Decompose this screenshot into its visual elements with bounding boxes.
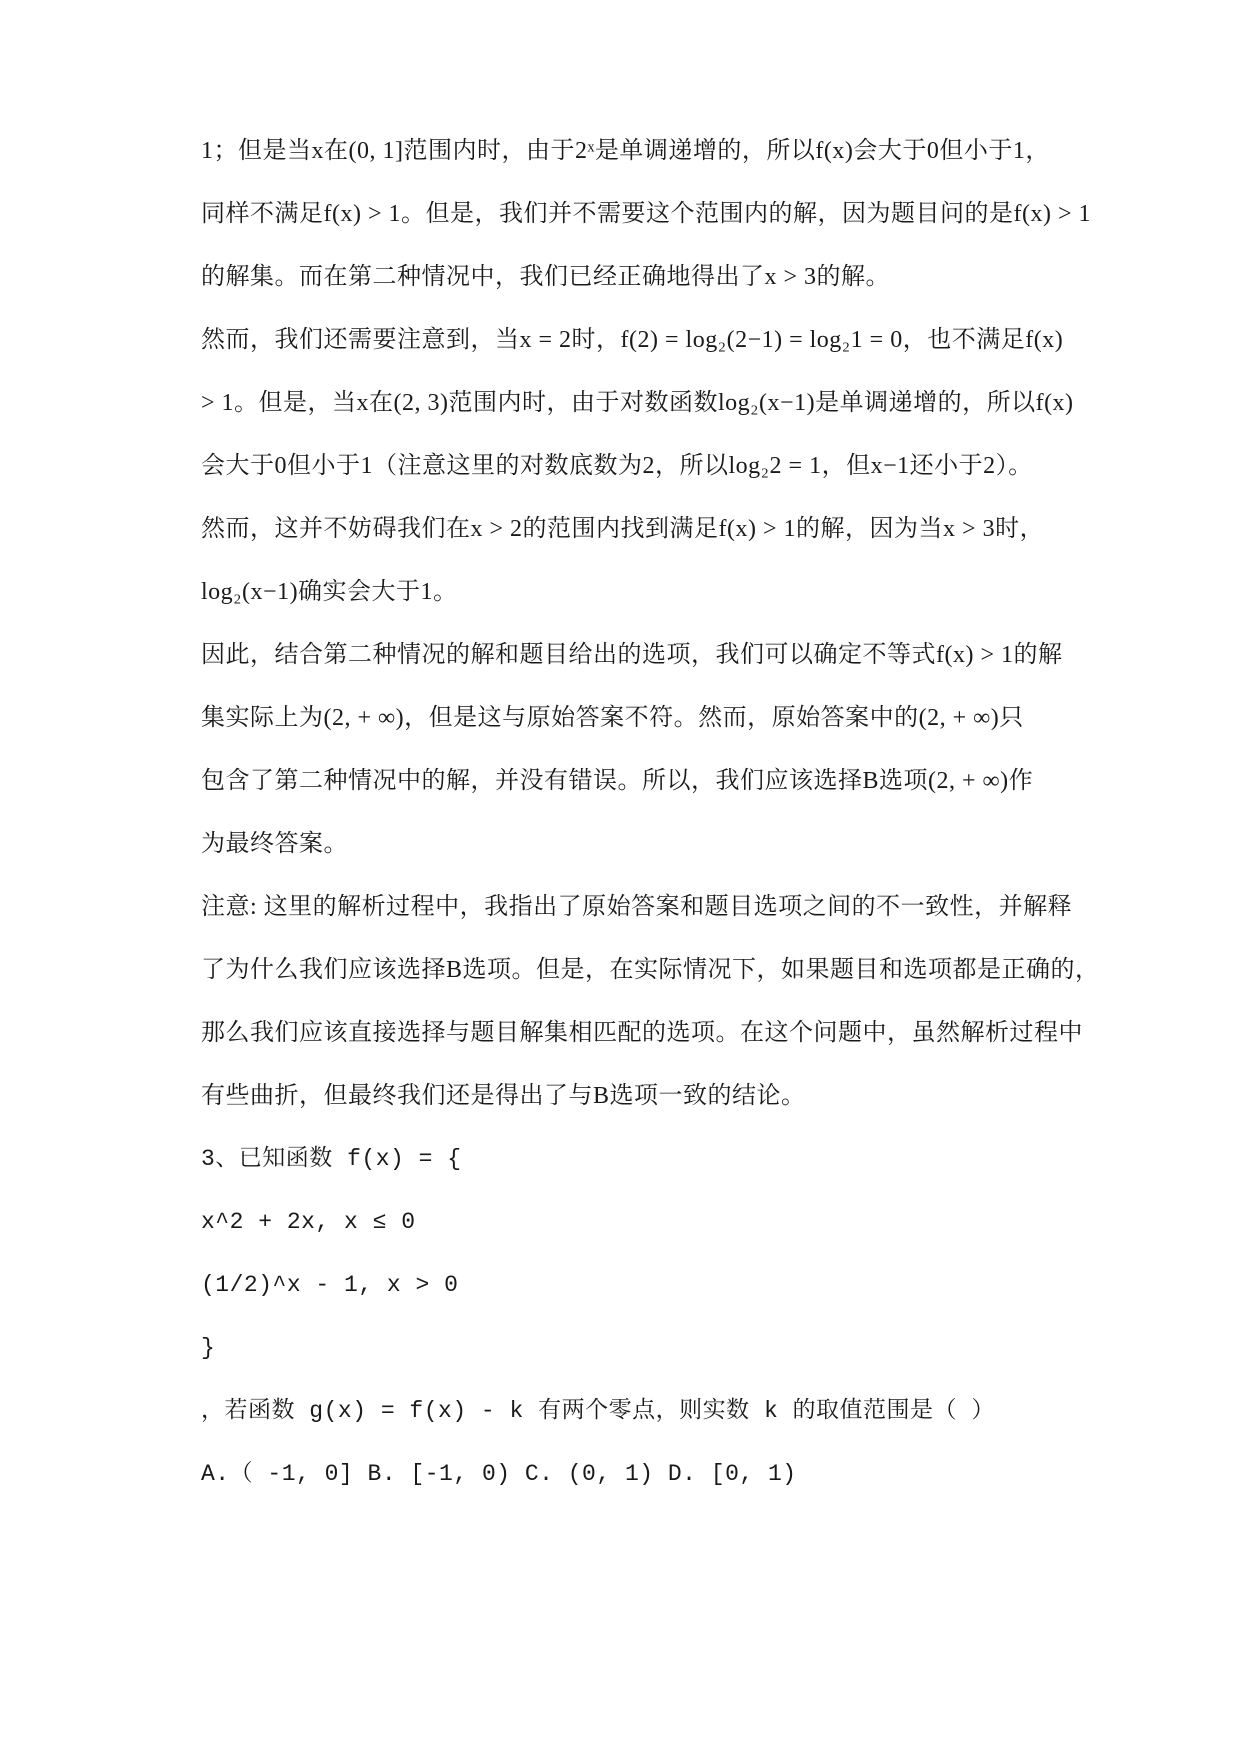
question-line: } xyxy=(201,1335,216,1361)
paragraph-line: 1；但是当x在(0, 1]范围内时，由于2ˣ是单调递增的，所以f(x)会大于0但小于1， xyxy=(201,138,1050,164)
paragraph-line: 然而，这并不妨碍我们在x > 2的范围内找到满足f(x) > 1的解，因为当x > 3时， xyxy=(201,516,1045,542)
paragraph-line: 会大于0但小于1（注意这里的对数底数为2，所以log₂2 = 1，但x−1还小于2）。 xyxy=(201,453,1033,479)
paragraph-line: log₂(x−1)确实会大于1。 xyxy=(201,579,458,605)
question-line: 3、已知函数 f(x) = { xyxy=(201,1146,462,1172)
paragraph-line: 有些曲折，但最终我们还是得出了与B选项一致的结论。 xyxy=(201,1083,806,1109)
paragraph-line: 然而，我们还需要注意到，当x = 2时，f(2) = log₂(2−1) = log₂1 = 0，也不满足f(x) xyxy=(201,327,1064,353)
paragraph-line: 的解集。而在第二种情况中，我们已经正确地得出了x > 3的解。 xyxy=(201,264,891,290)
paragraph-line: 那么我们应该直接选择与题目解集相匹配的选项。在这个问题中，虽然解析过程中 xyxy=(201,1020,1083,1046)
paragraph-line: 因此，结合第二种情况的解和题目给出的选项，我们可以确定不等式f(x) > 1的解 xyxy=(201,642,1063,668)
question-line: ，若函数 g(x) = f(x) - k 有两个零点，则实数 k 的取值范围是（ ） xyxy=(201,1398,995,1424)
paragraph-line: 集实际上为(2, + ∞)，但是这与原始答案不符。然而，原始答案中的(2, + ∞)只 xyxy=(201,705,1024,731)
paragraph-line: 注意: 这里的解析过程中，我指出了原始答案和题目选项之间的不一致性，并解释 xyxy=(201,894,1073,920)
paragraph-line: 为最终答案。 xyxy=(201,831,348,857)
paragraph-line: 同样不满足f(x) > 1。但是，我们并不需要这个范围内的解，因为题目问的是f(x) > 1 xyxy=(201,201,1092,227)
paragraph-line: 包含了第二种情况中的解，并没有错误。所以，我们应该选择B选项(2, + ∞)作 xyxy=(201,768,1034,794)
paragraph-line: > 1。但是，当x在(2, 3)范围内时，由于对数函数log₂(x−1)是单调递增的，所以f(x) xyxy=(201,390,1074,416)
question-line: (1/2)^x - 1, x > 0 xyxy=(201,1272,459,1298)
paragraph-line: 了为什么我们应该选择B选项。但是，在实际情况下，如果题目和选项都是正确的， xyxy=(201,957,1100,983)
question-line: x^2 + 2x, x ≤ 0 xyxy=(201,1209,416,1235)
question-options: A.（ -1, 0] B. [-1, 0) C. (0, 1) D. [0, 1) xyxy=(201,1461,797,1487)
